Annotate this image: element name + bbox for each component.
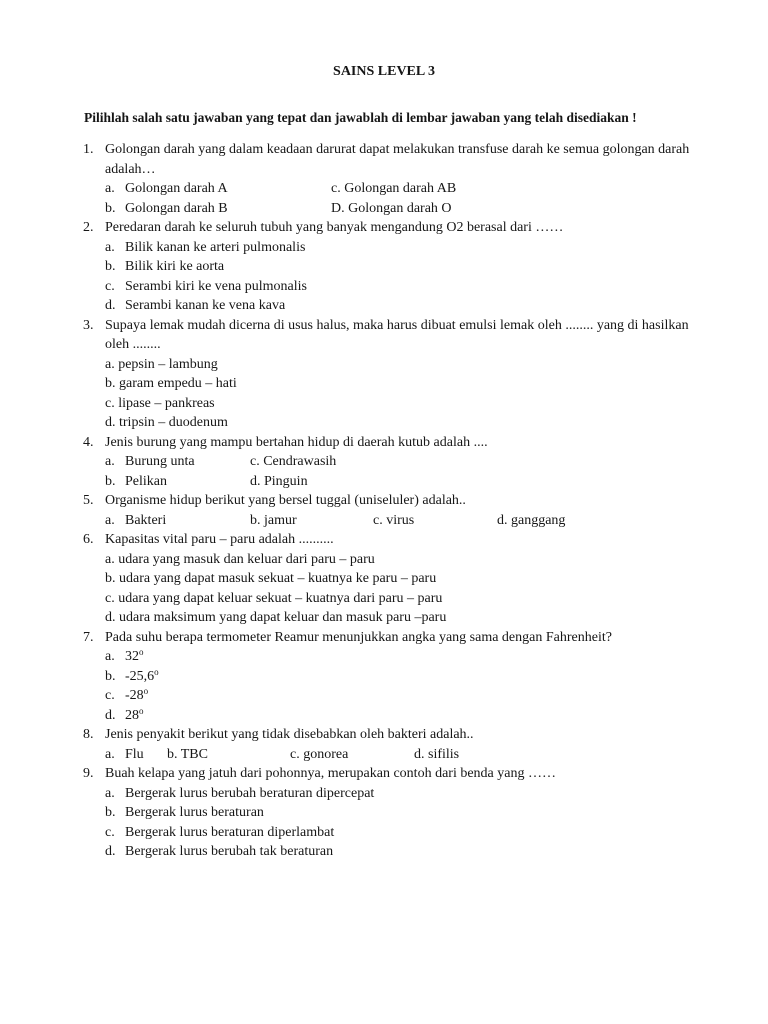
option-text: -25,6 (125, 668, 155, 684)
option-text: Bergerak lurus beraturan diperlambat (125, 824, 335, 840)
option-text: d. sifilis (414, 746, 460, 762)
option-text: a. udara yang masuk dan keluar dari paru – paru (105, 551, 375, 567)
option-row (0, 472, 768, 492)
question-number: 3. (83, 317, 94, 333)
option-text: Bilik kiri ke aorta (125, 259, 225, 274)
option-item (0, 706, 768, 726)
option-text: c. Golongan darah AB (331, 181, 457, 196)
question-1 (0, 140, 768, 218)
option-item (0, 686, 768, 706)
option-text: c. gonorea (290, 746, 349, 762)
question-6 (0, 530, 768, 628)
option-text: 32 (125, 649, 139, 664)
option-letter: d. (105, 707, 116, 723)
option-letter: d. (105, 298, 116, 313)
option-letter: c. (105, 688, 115, 703)
option-text: Flu (125, 746, 144, 762)
question-text-continued: oleh ........ (105, 337, 161, 352)
question-4 (0, 433, 768, 492)
degree-superscript: o (154, 666, 159, 677)
option-text: a. pepsin – lambung (105, 356, 218, 372)
option-letter: c. (105, 824, 115, 840)
option-item (0, 647, 768, 667)
option-item (0, 784, 768, 804)
option-item (0, 238, 768, 258)
option-text: Bergerak lurus beraturan (125, 805, 264, 820)
question-text: Jenis burung yang mampu bertahan hidup di daerah kutub adalah .... (105, 434, 488, 450)
question-number: 4. (83, 434, 94, 450)
option-letter: b. (105, 259, 116, 274)
option-text: Serambi kiri ke vena pulmonalis (125, 278, 307, 294)
option-item (0, 842, 768, 862)
option-letter: a. (105, 649, 115, 664)
option-text: b. TBC (167, 746, 208, 762)
option-item (0, 413, 768, 433)
option-text: d. tripsin – duodenum (105, 415, 228, 430)
question-text: Pada suhu berapa termometer Reamur menunjukkan angka yang sama dengan Fahrenheit? (105, 629, 612, 645)
question-text-continued: adalah… (105, 161, 156, 177)
option-item (0, 589, 768, 609)
question-list (0, 140, 768, 862)
question-text: Supaya lemak mudah dicerna di usus halus, maka harus dibuat emulsi lemak oleh ........ yang di hasilkan (105, 317, 689, 333)
option-item (0, 257, 768, 277)
option-item (0, 803, 768, 823)
option-text: c. lipase – pankreas (105, 395, 215, 411)
option-text: d. Pinguin (250, 473, 308, 489)
option-text: d. ganggang (497, 512, 566, 528)
option-text: Burung unta (125, 454, 195, 469)
question-number: 2. (83, 220, 94, 235)
option-item (0, 550, 768, 570)
option-item (0, 296, 768, 316)
option-text: D. Golongan darah O (331, 200, 452, 216)
option-text: Bergerak lurus berubah beraturan dipercepat (125, 785, 375, 801)
option-item (0, 823, 768, 843)
option-row (0, 199, 768, 219)
question-text: Kapasitas vital paru – paru adalah .......... (105, 532, 334, 547)
question-text: Golongan darah yang dalam keadaan darurat dapat melakukan transfuse darah ke semua golongan darah (105, 142, 690, 157)
option-text: 28 (125, 707, 139, 723)
option-text: d. udara maksimum yang dapat keluar dan masuk paru –paru (105, 610, 447, 625)
question-text: Jenis penyakit berikut yang tidak disebabkan oleh bakteri adalah.. (105, 727, 474, 742)
option-row (0, 179, 768, 199)
option-letter: a. (105, 181, 115, 196)
question-text: Organisme hidup berikut yang bersel tuggal (uniseluler) adalah.. (105, 493, 466, 508)
option-text: Pelikan (125, 473, 167, 489)
option-row (0, 511, 768, 531)
question-number: 8. (83, 727, 94, 742)
option-text: b. garam empedu – hati (105, 376, 237, 391)
option-letter: b. (105, 668, 116, 684)
option-item (0, 394, 768, 414)
instruction-text: Pilihlah salah satu jawaban yang tepat dan jawablah di lembar jawaban yang telah disediakan ! (84, 110, 637, 125)
question-number: 1. (83, 142, 94, 157)
option-item (0, 667, 768, 687)
option-letter: b. (105, 200, 116, 216)
question-number: 7. (83, 629, 94, 645)
option-letter: b. (105, 473, 116, 489)
option-letter: a. (105, 454, 115, 469)
option-item (0, 569, 768, 589)
option-text: Bilik kanan ke arteri pulmonalis (125, 239, 306, 255)
option-item (0, 374, 768, 394)
option-letter: a. (105, 512, 115, 528)
option-text: Golongan darah B (125, 200, 228, 216)
option-text: Bergerak lurus berubah tak beraturan (125, 844, 334, 859)
option-item (0, 608, 768, 628)
option-text: -28 (125, 688, 144, 703)
option-item (0, 277, 768, 297)
option-row (0, 745, 768, 765)
question-5 (0, 491, 768, 530)
option-text: c. Cendrawasih (250, 454, 337, 469)
page-title: SAINS LEVEL 3 (333, 64, 435, 79)
question-7 (0, 628, 768, 726)
option-text: Serambi kanan ke vena kava (125, 298, 286, 313)
option-letter: a. (105, 785, 115, 801)
question-number: 6. (83, 532, 94, 547)
option-text: c. virus (373, 512, 415, 528)
degree-superscript: o (139, 705, 144, 716)
option-row (0, 452, 768, 472)
option-text: b. udara yang dapat masuk sekuat – kuatnya ke paru – paru (105, 571, 437, 586)
question-text: Buah kelapa yang jatuh dari pohonnya, merupakan contoh dari benda yang …… (105, 766, 556, 781)
option-letter: d. (105, 844, 116, 859)
option-text: b. jamur (250, 512, 297, 528)
option-letter: a. (105, 239, 115, 255)
question-3 (0, 316, 768, 433)
option-text: c. udara yang dapat keluar sekuat – kuatnya dari paru – paru (105, 590, 443, 606)
option-item (0, 355, 768, 375)
question-9 (0, 764, 768, 862)
option-letter: a. (105, 746, 115, 762)
degree-superscript: o (139, 647, 144, 657)
option-text: Bakteri (125, 512, 167, 528)
option-letter: b. (105, 805, 116, 820)
degree-superscript: o (143, 686, 149, 696)
question-text: Peredaran darah ke seluruh tubuh yang banyak mengandung O2 berasal dari …… (105, 220, 564, 235)
question-2 (0, 218, 768, 316)
question-number: 9. (83, 766, 94, 781)
option-letter: c. (105, 278, 115, 294)
option-text: Golongan darah A (125, 181, 228, 196)
question-8 (0, 725, 768, 764)
question-number: 5. (83, 493, 94, 508)
